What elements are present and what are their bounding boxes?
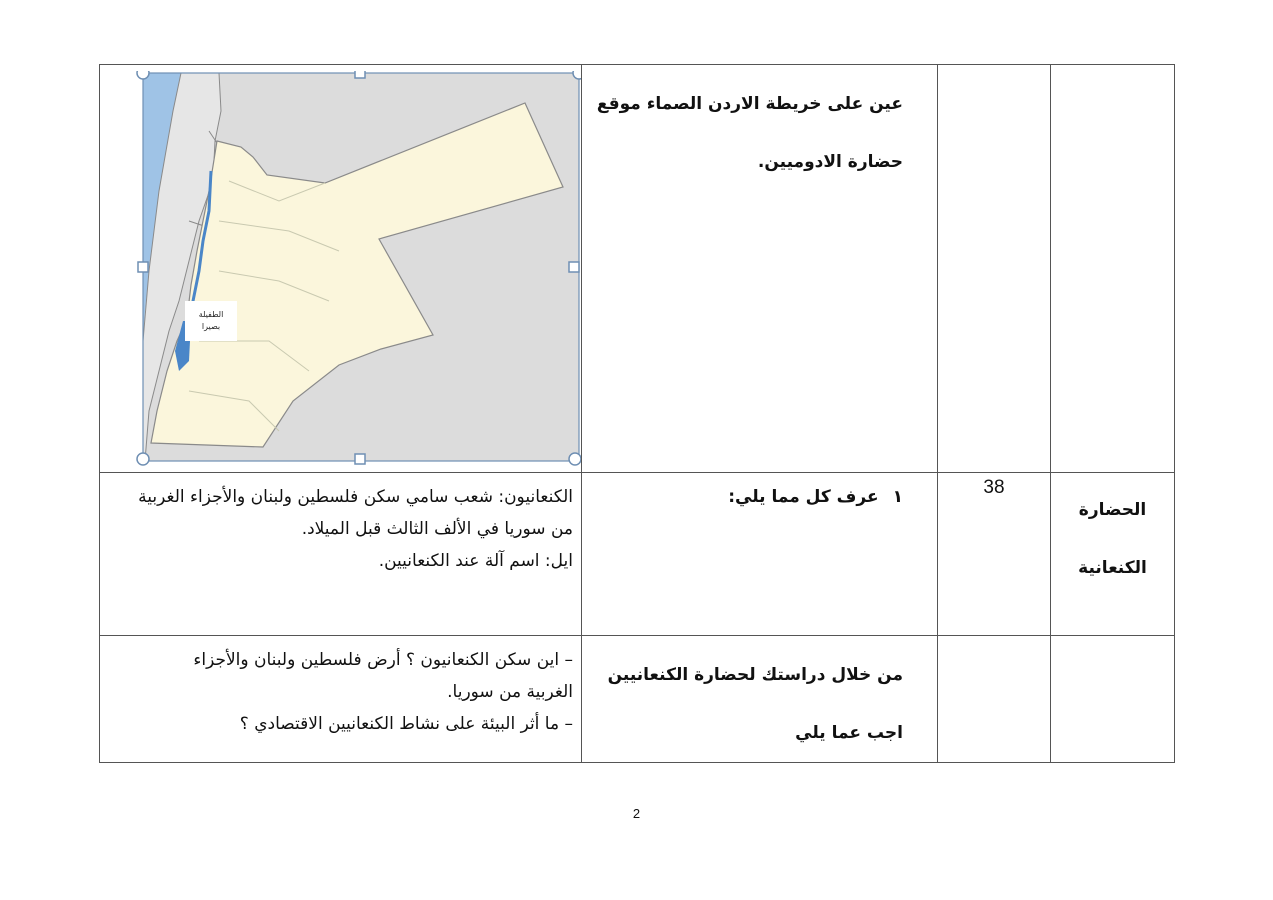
jordan-map-graphic — [129, 71, 581, 467]
question-number: ١ — [892, 487, 903, 507]
answer-line: ايل: اسم آلة عند الكنعانيين. — [378, 551, 573, 571]
table-row — [100, 473, 1175, 636]
topic-title — [1051, 473, 1174, 597]
topic-line: الحضارة — [1078, 500, 1147, 520]
answer-cell — [100, 636, 582, 763]
answer-text — [100, 473, 581, 577]
question-line: اجب عما يلي — [795, 723, 903, 743]
resize-handle-icon[interactable] — [569, 262, 579, 272]
answer-line: – اين سكن الكنعانيون ؟ أرض فلسطين ولبنان والأجزاء — [193, 650, 573, 670]
topic-cell — [1051, 473, 1175, 636]
page-cell — [938, 473, 1051, 636]
answer-line: الغربية من سوريا. — [447, 682, 573, 702]
table-row — [100, 65, 1175, 473]
table-row — [100, 636, 1175, 763]
page-number: 2 — [632, 806, 641, 821]
resize-handle-icon[interactable] — [569, 453, 581, 465]
resize-handle-icon[interactable] — [355, 71, 365, 78]
resize-handle-icon[interactable] — [137, 453, 149, 465]
question-text — [582, 636, 937, 762]
page-reference: 38 — [983, 477, 1005, 498]
topic-cell — [1051, 65, 1175, 473]
question-text — [582, 473, 937, 511]
answer-cell — [100, 473, 582, 636]
answer-text — [100, 636, 581, 740]
question-line: من خلال دراستك لحضارة الكنعانيين — [607, 665, 903, 685]
question-line: عرف كل مما يلي: — [728, 487, 879, 507]
resize-handle-icon[interactable] — [355, 454, 365, 464]
topic-line: الكنعانية — [1078, 558, 1147, 578]
question-text — [582, 65, 937, 191]
question-line: عين على خريطة الاردن الصماء موقع — [596, 94, 903, 114]
question-cell — [582, 473, 938, 636]
page-cell — [938, 65, 1051, 473]
jordan-map-image[interactable] — [129, 71, 581, 467]
answer-cell — [100, 65, 582, 473]
topic-cell — [1051, 636, 1175, 763]
answer-line: – ما أثر البيئة على نشاط الكنعانيين الاقتصادي ؟ — [239, 714, 573, 734]
page-cell — [938, 636, 1051, 763]
question-line: حضارة الادوميين. — [757, 152, 903, 172]
resize-handle-icon[interactable] — [137, 71, 149, 79]
lesson-table — [99, 64, 1175, 763]
resize-handle-icon[interactable] — [138, 262, 148, 272]
answer-line: الكنعانيون: شعب سامي سكن فلسطين ولبنان والأجزاء الغربية — [138, 487, 573, 507]
question-cell — [582, 65, 938, 473]
question-cell — [582, 636, 938, 763]
map-label-tafila: الطفيلة — [198, 310, 224, 319]
answer-line: من سوريا في الألف الثالث قبل الميلاد. — [301, 519, 573, 539]
map-label-busayra: بصيرا — [201, 322, 221, 331]
